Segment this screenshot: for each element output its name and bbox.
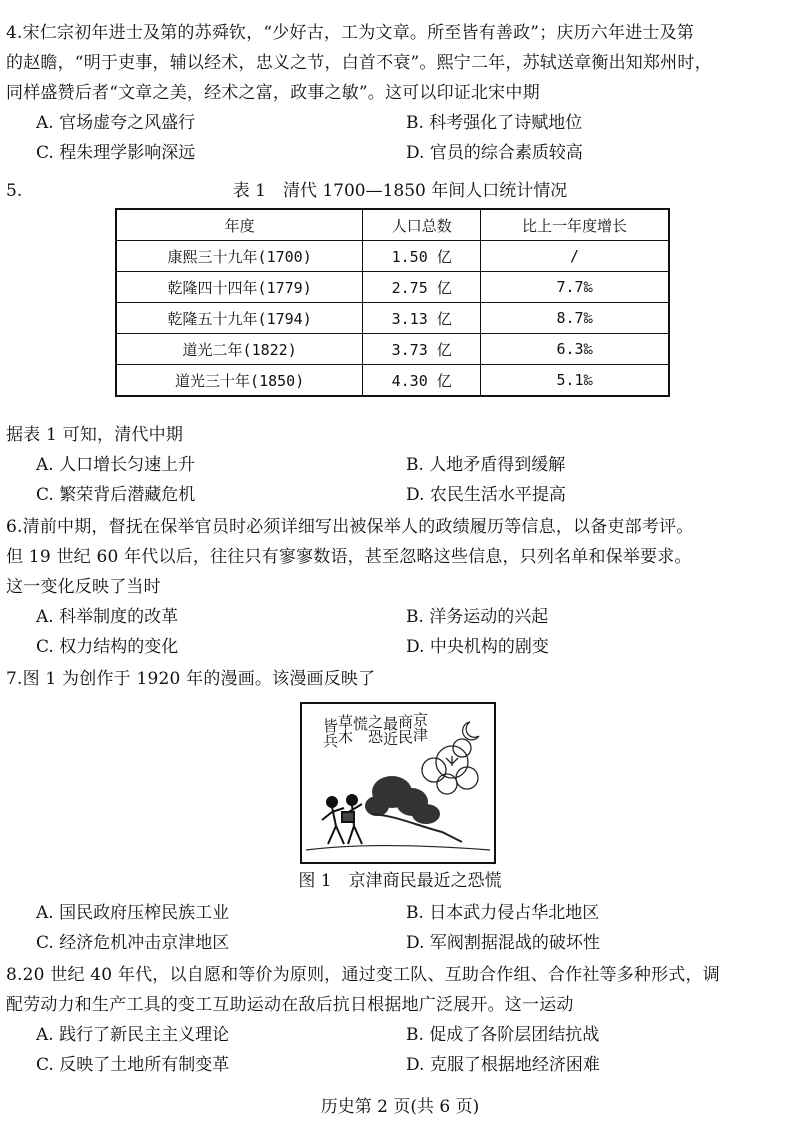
fleeing-people-icon xyxy=(322,795,362,844)
q6-option-a[interactable]: A. 科举制度的改革 xyxy=(36,607,179,627)
table-row xyxy=(116,334,669,365)
q5-options-row-2 xyxy=(6,480,792,510)
q7-options-row-1 xyxy=(6,898,792,928)
q4-options-row-1 xyxy=(6,108,792,138)
cartoon-text-column: 慌 xyxy=(351,716,369,731)
table-cell-year: 康熙三十九年(1700) xyxy=(116,241,363,272)
q4-option-d[interactable]: D. 官员的综合素质较高 xyxy=(406,143,583,163)
q8-options-row-1 xyxy=(6,1020,792,1050)
cartoon-text-column: 皆兵 xyxy=(321,718,339,748)
cartoon-text-column: 京津 xyxy=(411,712,429,742)
population-table xyxy=(115,208,670,397)
question-8 xyxy=(6,960,792,1080)
q4-stem-line: 的赵瞻，“明于吏事，辅以经术，忠义之节，白首不衰”。熙宁二年，苏轼送章衡出知郑州时， xyxy=(6,53,712,73)
page-footer: 历史第 2 页(共 6 页) xyxy=(320,1097,480,1117)
table-cell-growth: 7.7‰ xyxy=(481,272,669,303)
q5-number: 5. xyxy=(6,181,23,201)
q4-option-c[interactable]: C. 程朱理学影响深远 xyxy=(36,143,196,163)
question-7 xyxy=(6,664,792,694)
q7-options-row-2 xyxy=(6,928,792,958)
table-row xyxy=(116,241,669,272)
q6-option-b[interactable]: B. 洋务运动的兴起 xyxy=(406,607,549,627)
question-4 xyxy=(6,18,792,168)
q6-stem-line: 但 19 世纪 60 年代以后，往往只有寥寥数语，甚至忽略这些信息，只列名单和保举要求。 xyxy=(6,547,692,567)
table-row xyxy=(116,365,669,397)
table-header-row xyxy=(116,209,669,241)
q6-stem-line: 这一变化反映了当时 xyxy=(6,577,161,597)
q5-option-a[interactable]: A. 人口增长匀速上升 xyxy=(36,455,196,475)
question-5-body xyxy=(6,420,792,510)
smoke-cloud-icon xyxy=(422,739,478,794)
table-cell-growth: 8.7‰ xyxy=(481,303,669,334)
q7-stem: 7.图 1 为创作于 1920 年的漫画。该漫画反映了 xyxy=(6,669,376,689)
q5-options-row-1 xyxy=(6,450,792,480)
table-header-year: 年度 xyxy=(116,209,363,241)
q8-option-a[interactable]: A. 践行了新民主主义理论 xyxy=(36,1025,230,1045)
q6-stem-line: 6.清前中期，督抚在保举官员时必须详细写出被保举人的政绩履历等信息，以备吏部考评。 xyxy=(6,517,694,537)
table-cell-year: 乾隆五十九年(1794) xyxy=(116,303,363,334)
q7-option-a[interactable]: A. 国民政府压榨民族工业 xyxy=(36,903,230,923)
table-cell-growth: 6.3‰ xyxy=(481,334,669,365)
table-row xyxy=(116,272,669,303)
q4-options-row-2 xyxy=(6,138,792,168)
table-cell-year: 乾隆四十四年(1779) xyxy=(116,272,363,303)
q8-stem-line: 8.20 世纪 40 年代，以自愿和等价为原则，通过变工队、互助合作组、合作社等多种形式，调 xyxy=(6,965,720,985)
crescent-icon xyxy=(463,722,479,740)
cartoon-text-column: 最近 xyxy=(381,716,399,746)
q5-option-c[interactable]: C. 繁荣背后潜藏危机 xyxy=(36,485,196,505)
table-cell-population: 1.50 亿 xyxy=(363,241,481,272)
table-row xyxy=(116,303,669,334)
cartoon-image xyxy=(300,702,496,864)
cartoon-text-column: 草木 xyxy=(336,714,354,744)
cartoon-text-column: 商民 xyxy=(396,714,414,744)
q8-options-row-2 xyxy=(6,1050,792,1080)
q4-stem-line: 4.宋仁宗初年进士及第的苏舜钦，“少好古，工为文章。所至皆有善政”；庆历六年进士及第 xyxy=(6,23,694,43)
q8-stem-line: 配劳动力和生产工具的变工互助运动在敌后抗日根据地广泛展开。这一运动 xyxy=(6,995,574,1015)
q5-stem: 据表 1 可知，清代中期 xyxy=(6,425,184,445)
q4-option-a[interactable]: A. 官场虚夸之风盛行 xyxy=(36,113,196,133)
table-cell-population: 2.75 亿 xyxy=(363,272,481,303)
table-header-growth: 比上一年度增长 xyxy=(481,209,669,241)
table-cell-population: 3.13 亿 xyxy=(363,303,481,334)
table-cell-population: 3.73 亿 xyxy=(363,334,481,365)
q6-option-c[interactable]: C. 权力结构的变化 xyxy=(36,637,179,657)
table-header-population: 人口总数 xyxy=(363,209,481,241)
q8-option-b[interactable]: B. 促成了各阶层团结抗战 xyxy=(406,1025,600,1045)
tree-icon xyxy=(365,776,440,824)
cartoon-drawing xyxy=(302,704,494,862)
table-cell-population: 4.30 亿 xyxy=(363,365,481,397)
cartoon-text xyxy=(321,712,429,749)
q8-option-d[interactable]: D. 克服了根据地经济困难 xyxy=(406,1055,600,1075)
table-cell-year: 道光二年(1822) xyxy=(116,334,363,365)
q7-option-d[interactable]: D. 军阀割据混战的破坏性 xyxy=(406,933,600,953)
table-title: 表 1 清代 1700—1850 年间人口统计情况 xyxy=(232,181,568,201)
q6-options-row-2 xyxy=(6,632,792,662)
question-6 xyxy=(6,512,792,662)
q7-option-b[interactable]: B. 日本武力侵占华北地区 xyxy=(406,903,600,923)
q5-option-b[interactable]: B. 人地矛盾得到缓解 xyxy=(406,455,566,475)
table-cell-growth: 5.1‰ xyxy=(481,365,669,397)
q7-option-c[interactable]: C. 经济危机冲击京津地区 xyxy=(36,933,230,953)
table-cell-growth: / xyxy=(481,241,669,272)
q4-stem-line: 同样盛赞后者“文章之美，经术之富，政事之敏”。这可以印证北宋中期 xyxy=(6,83,540,103)
cartoon-text-column: 之恐 xyxy=(366,714,384,744)
q6-options-row-1 xyxy=(6,602,792,632)
q8-option-c[interactable]: C. 反映了土地所有制变革 xyxy=(36,1055,230,1075)
question-7-options xyxy=(6,898,792,958)
figure-caption: 图 1 京津商民最近之恐慌 xyxy=(298,871,502,891)
q6-option-d[interactable]: D. 中央机构的剧变 xyxy=(406,637,549,657)
q4-option-b[interactable]: B. 科考强化了诗赋地位 xyxy=(406,113,583,133)
table-cell-year: 道光三十年(1850) xyxy=(116,365,363,397)
q5-option-d[interactable]: D. 农民生活水平提高 xyxy=(406,485,566,505)
